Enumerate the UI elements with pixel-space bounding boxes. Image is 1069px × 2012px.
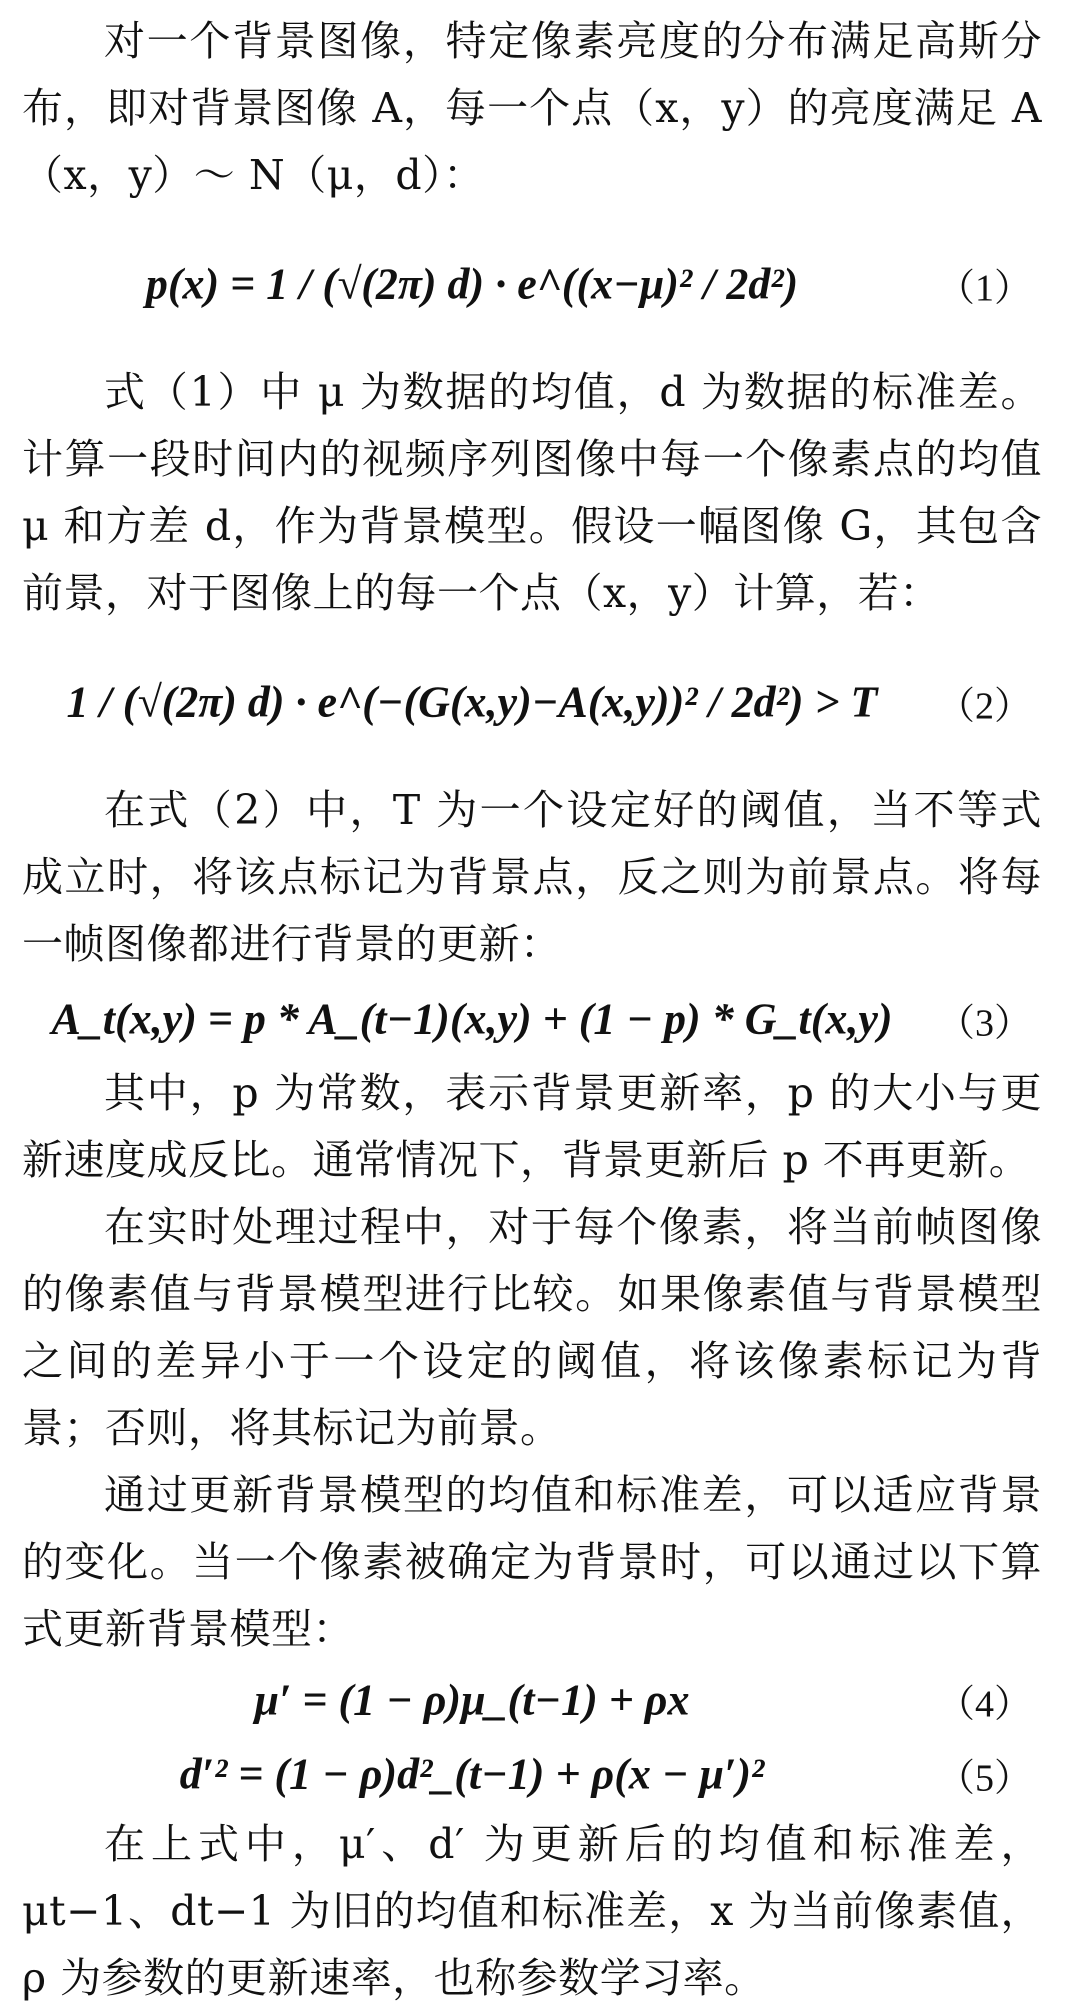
equation-1-number: （1）	[936, 267, 1032, 310]
equation-5-row	[22, 1737, 1042, 1811]
paragraph-conclusion: 在上式中，μ′、d′ 为更新后的均值和标准差，μt−1、dt−1 为旧的均值和标准差，x 为当前像素值，ρ 为参数的更新速率，也称参数学习率。	[22, 1820, 1042, 2002]
equation-2-number: （2）	[936, 685, 1032, 728]
paragraph-mean-std: 式（1）中 μ 为数据的均值，d 为数据的标准差。计算一段时间内的视频序列图像中每一个像素点的均值 μ 和方差 d，作为背景模型。假设一幅图像 G，其包含前景，对于图像上的每一个点（x，y）计算，若：	[22, 368, 1042, 617]
document-page	[22, 8, 1042, 2012]
equation-3: A_t(x,y) = p * A_(t−1)(x,y) + (1 − p) * G_t(x,y)	[51, 994, 893, 1044]
equation-4: μ′ = (1 − ρ)μ_(t−1) + ρx	[254, 1675, 690, 1725]
equation-3-number: （3）	[936, 1002, 1032, 1045]
equation-4-number: （4）	[936, 1683, 1032, 1726]
paragraph-update-model: 通过更新背景模型的均值和标准差，可以适应背景的变化。当一个像素被确定为背景时，可以通过以下算式更新背景模型：	[22, 1471, 1042, 1653]
paragraph-gaussian-intro: 对一个背景图像，特定像素亮度的分布满足高斯分布，即对背景图像 A，每一个点（x，y）的亮度满足 A（x，y）～ N（μ，d）：	[22, 17, 1042, 199]
paragraph-realtime: 在实时处理过程中，对于每个像素，将当前帧图像的像素值与背景模型进行比较。如果像素值与背景模型之间的差异小于一个设定的阈值，将该像素标记为背景；否则，将其标记为前景。	[22, 1203, 1042, 1452]
paragraph-update-rate: 其中，p 为常数，表示背景更新率，p 的大小与更新速度成反比。通常情况下，背景更新后 p 不再更新。	[22, 1069, 1042, 1184]
equation-2: 1 / (√(2π) d) · e^(−(G(x,y)−A(x,y))² / 2d²) > T	[66, 677, 878, 727]
equation-5-number: （5）	[936, 1757, 1032, 1800]
equation-1-row	[22, 209, 1042, 359]
paragraph-threshold: 在式（2）中，T 为一个设定好的阈值，当不等式成立时，将该点标记为背景点，反之则为前景点。将每一帧图像都进行背景的更新：	[22, 786, 1042, 968]
equation-2-row	[22, 627, 1042, 777]
equation-3-row	[22, 978, 1042, 1060]
equation-4-row	[22, 1663, 1042, 1737]
equation-1: p(x) = 1 / (√(2π) d) · e^((x−μ)² / 2d²)	[145, 259, 799, 309]
equation-5: d′² = (1 − ρ)d²_(t−1) + ρ(x − μ′)²	[179, 1749, 765, 1799]
